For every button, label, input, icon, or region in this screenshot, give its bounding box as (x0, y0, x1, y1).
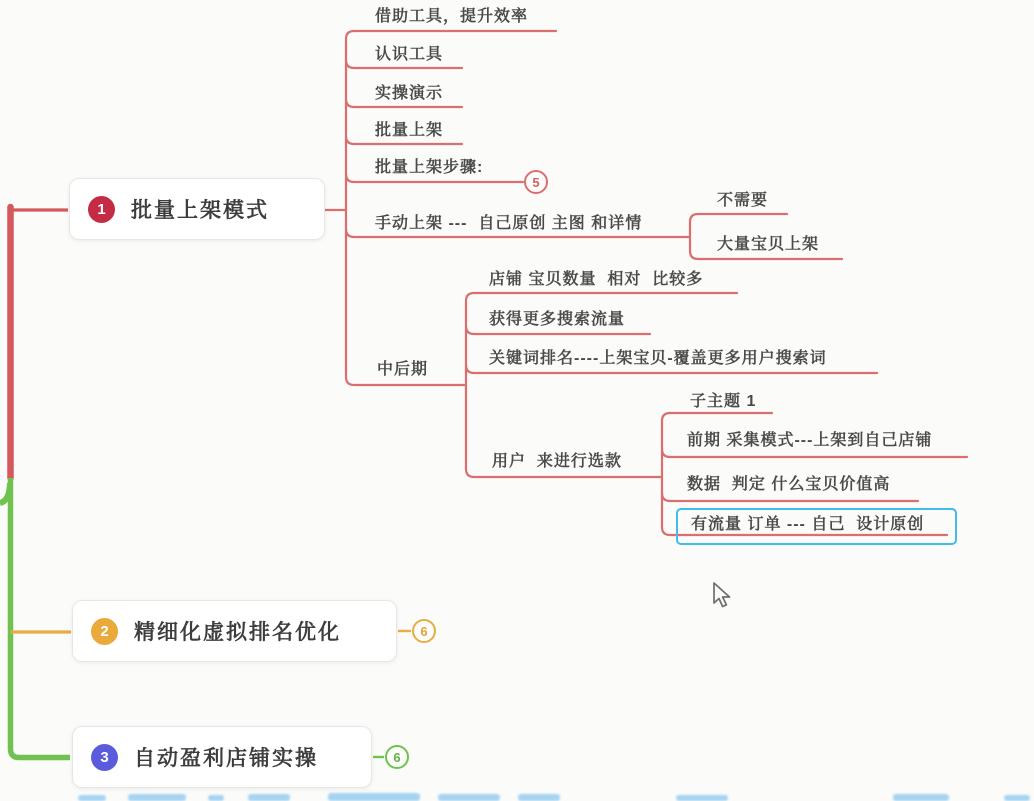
leaf-tools-efficiency[interactable]: 借助工具，提升效率 (375, 8, 529, 25)
topic-2-count-badge[interactable]: 6 (412, 619, 436, 643)
clipped-text-fragment (893, 794, 949, 801)
topic-1-box[interactable] (69, 178, 325, 240)
clipped-text-fragment (438, 794, 500, 801)
trunk-green (11, 478, 71, 758)
leaf-user-select-style[interactable]: 用户 来进行选款 (492, 453, 622, 470)
leaf-mass-products[interactable]: 大量宝贝上架 (717, 236, 820, 253)
clipped-text-fragment (676, 795, 728, 801)
clipped-text-fragment (78, 795, 106, 801)
topic-2-label: 精细化虚拟排名优化 (134, 621, 341, 644)
leaf-batch-listing[interactable]: 批量上架 (375, 122, 444, 139)
topic-3-box[interactable] (72, 726, 372, 788)
leaf-store-quantity[interactable]: 店铺 宝贝数量 相对 比较多 (489, 271, 704, 288)
underline-user-3 (662, 493, 918, 501)
clipped-text-fragment (1004, 795, 1030, 801)
leaf-know-tools[interactable]: 认识工具 (375, 46, 444, 63)
leaf-keyword-ranking[interactable]: 关键词排名----上架宝贝-覆盖更多用户搜索词 (489, 350, 827, 367)
topic-1-label: 批量上架模式 (131, 199, 269, 222)
clipped-text-fragment (248, 794, 290, 801)
leaf-batch-listing-steps[interactable]: 批量上架步骤: (375, 159, 484, 176)
leaf-data-judge-value[interactable]: 数据 判定 什么宝贝价值高 (687, 476, 891, 493)
leaf-not-needed[interactable]: 不需要 (717, 192, 769, 209)
topic-3-label: 自动盈利店铺实操 (134, 747, 318, 770)
selected-node-highlight[interactable] (676, 508, 957, 545)
clipped-text-fragment (518, 794, 560, 801)
mouse-cursor (712, 582, 736, 610)
leaf-more-search-traffic[interactable]: 获得更多搜索流量 (489, 311, 626, 328)
clipped-text-fragment (208, 795, 224, 801)
leaf-early-collection-mode[interactable]: 前期 采集模式---上架到自己店铺 (687, 432, 933, 449)
topic-3-number-badge: 3 (91, 744, 118, 771)
leaf-midlate-phase[interactable]: 中后期 (377, 361, 429, 378)
underline-user-2 (662, 449, 967, 457)
leaf-manual-listing[interactable]: 手动上架 --- 自己原创 主图 和详情 (375, 215, 643, 232)
leaf-subtopic-1[interactable]: 子主题 1 (690, 393, 757, 410)
leaf-traffic-orders-original: 有流量 订单 --- 自己 设计原创 (691, 516, 925, 533)
clipped-text-fragment (328, 793, 420, 801)
collapsed-children-badge-5[interactable]: 5 (524, 170, 548, 194)
clipped-text-fragment (128, 794, 186, 801)
topic-1-number-badge: 1 (88, 196, 115, 223)
leaf-practical-demo[interactable]: 实操演示 (375, 85, 444, 102)
topic-2-box[interactable] (72, 600, 397, 662)
topic-2-number-badge: 2 (91, 618, 118, 645)
topic-3-count-badge[interactable]: 6 (385, 745, 409, 769)
